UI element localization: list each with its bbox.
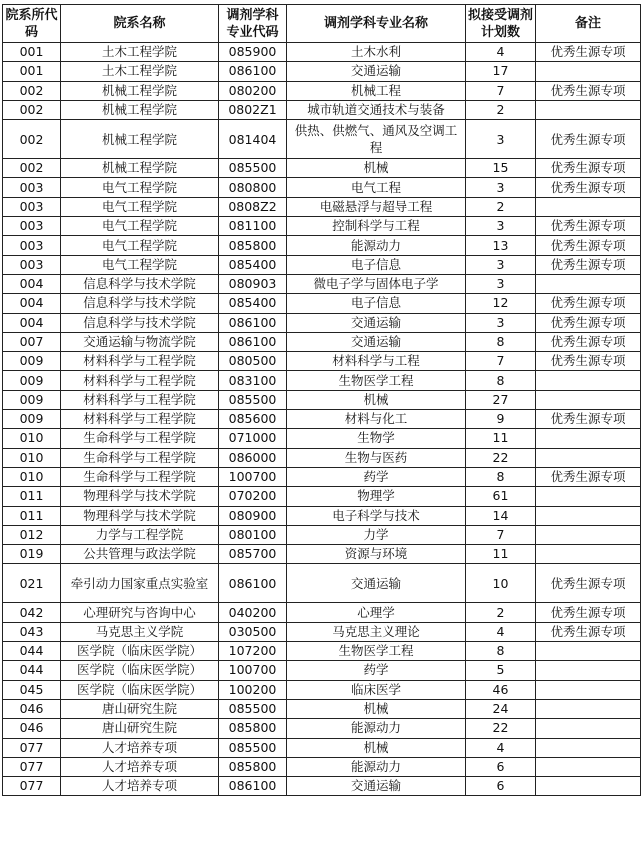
- major-code-cell: 081100: [219, 217, 287, 236]
- dept-code-cell: 012: [3, 525, 61, 544]
- remarks-cell: 优秀生源专项: [536, 236, 641, 255]
- dept-code-cell: 042: [3, 603, 61, 622]
- quota-cell: 3: [466, 255, 536, 274]
- quota-cell: 13: [466, 236, 536, 255]
- remarks-cell: [536, 757, 641, 776]
- major-code-cell: 100200: [219, 680, 287, 699]
- major-name-cell: 能源动力: [287, 719, 466, 738]
- quota-cell: 11: [466, 545, 536, 564]
- quota-cell: 4: [466, 738, 536, 757]
- major-name-cell: 电磁悬浮与超导工程: [287, 197, 466, 216]
- dept-name-cell: 交通运输与物流学院: [61, 332, 219, 351]
- dept-code-cell: 004: [3, 274, 61, 293]
- dept-code-cell: 046: [3, 719, 61, 738]
- major-name-cell: 微电子学与固体电子学: [287, 274, 466, 293]
- dept-code-cell: 021: [3, 564, 61, 603]
- dept-code-cell: 003: [3, 197, 61, 216]
- table-body: [3, 43, 641, 796]
- major-code-cell: 085500: [219, 699, 287, 718]
- header-major-code: 调剂学科专业代码: [219, 5, 287, 43]
- dept-name-cell: 机械工程学院: [61, 120, 219, 159]
- remarks-cell: [536, 642, 641, 661]
- table-row: [3, 564, 641, 603]
- major-name-cell: 控制科学与工程: [287, 217, 466, 236]
- table-row: [3, 699, 641, 718]
- dept-code-cell: 077: [3, 738, 61, 757]
- major-code-cell: 080900: [219, 506, 287, 525]
- remarks-cell: 优秀生源专项: [536, 178, 641, 197]
- quota-cell: 3: [466, 217, 536, 236]
- quota-cell: 3: [466, 313, 536, 332]
- major-name-cell: 生物与医药: [287, 448, 466, 467]
- remarks-cell: 优秀生源专项: [536, 332, 641, 351]
- major-code-cell: 083100: [219, 371, 287, 390]
- major-name-cell: 生物医学工程: [287, 642, 466, 661]
- table-row: [3, 120, 641, 159]
- remarks-cell: 优秀生源专项: [536, 159, 641, 178]
- remarks-cell: [536, 371, 641, 390]
- quota-cell: 4: [466, 622, 536, 641]
- major-name-cell: 心理学: [287, 603, 466, 622]
- table-row: [3, 719, 641, 738]
- table-row: [3, 81, 641, 100]
- major-code-cell: 085700: [219, 545, 287, 564]
- dept-code-cell: 019: [3, 545, 61, 564]
- table-row: [3, 390, 641, 409]
- dept-name-cell: 生命科学与工程学院: [61, 448, 219, 467]
- dept-code-cell: 003: [3, 178, 61, 197]
- remarks-cell: 优秀生源专项: [536, 467, 641, 486]
- adjustment-plan-table: [2, 4, 641, 796]
- dept-code-cell: 077: [3, 757, 61, 776]
- dept-code-cell: 010: [3, 448, 61, 467]
- dept-code-cell: 077: [3, 777, 61, 796]
- header-major-name: 调剂学科专业名称: [287, 5, 466, 43]
- major-name-cell: 电子科学与技术: [287, 506, 466, 525]
- dept-name-cell: 材料科学与工程学院: [61, 352, 219, 371]
- remarks-cell: [536, 525, 641, 544]
- major-name-cell: 能源动力: [287, 236, 466, 255]
- quota-cell: 6: [466, 757, 536, 776]
- major-name-cell: 材料科学与工程: [287, 352, 466, 371]
- dept-name-cell: 土木工程学院: [61, 62, 219, 81]
- major-code-cell: 080800: [219, 178, 287, 197]
- quota-cell: 14: [466, 506, 536, 525]
- major-name-cell: 生物医学工程: [287, 371, 466, 390]
- remarks-cell: 优秀生源专项: [536, 217, 641, 236]
- remarks-cell: [536, 274, 641, 293]
- major-name-cell: 交通运输: [287, 62, 466, 81]
- major-name-cell: 生物学: [287, 429, 466, 448]
- dept-name-cell: 唐山研究生院: [61, 719, 219, 738]
- major-code-cell: 086000: [219, 448, 287, 467]
- table-row: [3, 255, 641, 274]
- table-row: [3, 352, 641, 371]
- header-dept-code: 院系所代码: [3, 5, 61, 43]
- table-row: [3, 506, 641, 525]
- quota-cell: 12: [466, 294, 536, 313]
- remarks-cell: 优秀生源专项: [536, 120, 641, 159]
- quota-cell: 8: [466, 467, 536, 486]
- major-name-cell: 能源动力: [287, 757, 466, 776]
- major-name-cell: 机械: [287, 738, 466, 757]
- dept-code-cell: 002: [3, 120, 61, 159]
- major-name-cell: 供热、供燃气、通风及空调工程: [287, 120, 466, 159]
- dept-code-cell: 001: [3, 62, 61, 81]
- remarks-cell: 优秀生源专项: [536, 81, 641, 100]
- remarks-cell: 优秀生源专项: [536, 564, 641, 603]
- major-code-cell: 085500: [219, 390, 287, 409]
- remarks-cell: 优秀生源专项: [536, 352, 641, 371]
- table-header: [3, 5, 641, 43]
- major-code-cell: 085900: [219, 43, 287, 62]
- quota-cell: 15: [466, 159, 536, 178]
- quota-cell: 4: [466, 43, 536, 62]
- major-code-cell: 086100: [219, 332, 287, 351]
- dept-name-cell: 心理研究与咨询中心: [61, 603, 219, 622]
- dept-name-cell: 马克思主义学院: [61, 622, 219, 641]
- remarks-cell: [536, 62, 641, 81]
- table-row: [3, 680, 641, 699]
- dept-name-cell: 电气工程学院: [61, 217, 219, 236]
- major-code-cell: 107200: [219, 642, 287, 661]
- dept-code-cell: 003: [3, 236, 61, 255]
- table-row: [3, 43, 641, 62]
- dept-code-cell: 002: [3, 159, 61, 178]
- major-code-cell: 081404: [219, 120, 287, 159]
- major-code-cell: 080500: [219, 352, 287, 371]
- major-code-cell: 040200: [219, 603, 287, 622]
- dept-code-cell: 045: [3, 680, 61, 699]
- table-row: [3, 197, 641, 216]
- table-row: [3, 332, 641, 351]
- table-row: [3, 738, 641, 757]
- quota-cell: 22: [466, 448, 536, 467]
- table-row: [3, 236, 641, 255]
- major-code-cell: 100700: [219, 661, 287, 680]
- dept-code-cell: 044: [3, 661, 61, 680]
- major-name-cell: 城市轨道交通技术与装备: [287, 100, 466, 119]
- remarks-cell: 优秀生源专项: [536, 313, 641, 332]
- dept-name-cell: 公共管理与政法学院: [61, 545, 219, 564]
- dept-name-cell: 人才培养专项: [61, 738, 219, 757]
- dept-name-cell: 信息科学与技术学院: [61, 294, 219, 313]
- table-row: [3, 661, 641, 680]
- major-name-cell: 机械工程: [287, 81, 466, 100]
- dept-name-cell: 生命科学与工程学院: [61, 429, 219, 448]
- table-row: [3, 159, 641, 178]
- major-name-cell: 土木水利: [287, 43, 466, 62]
- major-code-cell: 070200: [219, 487, 287, 506]
- table-row: [3, 100, 641, 119]
- table-row: [3, 603, 641, 622]
- dept-name-cell: 电气工程学院: [61, 178, 219, 197]
- quota-cell: 2: [466, 100, 536, 119]
- table-row: [3, 217, 641, 236]
- dept-code-cell: 001: [3, 43, 61, 62]
- remarks-cell: [536, 545, 641, 564]
- dept-name-cell: 力学与工程学院: [61, 525, 219, 544]
- table-row: [3, 313, 641, 332]
- dept-code-cell: 009: [3, 352, 61, 371]
- major-name-cell: 电子信息: [287, 255, 466, 274]
- dept-code-cell: 010: [3, 429, 61, 448]
- remarks-cell: [536, 448, 641, 467]
- table-row: [3, 545, 641, 564]
- dept-name-cell: 电气工程学院: [61, 255, 219, 274]
- quota-cell: 3: [466, 120, 536, 159]
- major-name-cell: 交通运输: [287, 313, 466, 332]
- table-row: [3, 487, 641, 506]
- remarks-cell: 优秀生源专项: [536, 294, 641, 313]
- remarks-cell: [536, 699, 641, 718]
- dept-code-cell: 004: [3, 294, 61, 313]
- remarks-cell: [536, 680, 641, 699]
- dept-code-cell: 009: [3, 371, 61, 390]
- dept-name-cell: 医学院（临床医学院）: [61, 661, 219, 680]
- major-name-cell: 材料与化工: [287, 410, 466, 429]
- table-row: [3, 642, 641, 661]
- dept-code-cell: 003: [3, 217, 61, 236]
- dept-name-cell: 材料科学与工程学院: [61, 390, 219, 409]
- remarks-cell: [536, 738, 641, 757]
- major-code-cell: 071000: [219, 429, 287, 448]
- major-code-cell: 0802Z1: [219, 100, 287, 119]
- dept-code-cell: 010: [3, 467, 61, 486]
- quota-cell: 8: [466, 332, 536, 351]
- major-code-cell: 0808Z2: [219, 197, 287, 216]
- major-code-cell: 080100: [219, 525, 287, 544]
- remarks-cell: [536, 487, 641, 506]
- major-code-cell: 030500: [219, 622, 287, 641]
- dept-code-cell: 043: [3, 622, 61, 641]
- major-code-cell: 085500: [219, 159, 287, 178]
- remarks-cell: [536, 777, 641, 796]
- table-row: [3, 294, 641, 313]
- quota-cell: 3: [466, 274, 536, 293]
- quota-cell: 11: [466, 429, 536, 448]
- dept-code-cell: 002: [3, 81, 61, 100]
- dept-name-cell: 物理科学与技术学院: [61, 506, 219, 525]
- major-name-cell: 药学: [287, 661, 466, 680]
- quota-cell: 8: [466, 371, 536, 390]
- dept-name-cell: 医学院（临床医学院）: [61, 680, 219, 699]
- major-name-cell: 电子信息: [287, 294, 466, 313]
- major-code-cell: 100700: [219, 467, 287, 486]
- dept-name-cell: 唐山研究生院: [61, 699, 219, 718]
- major-code-cell: 080903: [219, 274, 287, 293]
- remarks-cell: 优秀生源专项: [536, 43, 641, 62]
- header-quota: 拟接受调剂计划数: [466, 5, 536, 43]
- quota-cell: 2: [466, 197, 536, 216]
- major-name-cell: 马克思主义理论: [287, 622, 466, 641]
- remarks-cell: [536, 197, 641, 216]
- table-row: [3, 757, 641, 776]
- major-name-cell: 药学: [287, 467, 466, 486]
- dept-name-cell: 物理科学与技术学院: [61, 487, 219, 506]
- remarks-cell: [536, 429, 641, 448]
- major-code-cell: 085600: [219, 410, 287, 429]
- dept-name-cell: 医学院（临床医学院）: [61, 642, 219, 661]
- major-name-cell: 机械: [287, 699, 466, 718]
- dept-name-cell: 土木工程学院: [61, 43, 219, 62]
- dept-code-cell: 004: [3, 313, 61, 332]
- quota-cell: 27: [466, 390, 536, 409]
- major-name-cell: 机械: [287, 390, 466, 409]
- quota-cell: 24: [466, 699, 536, 718]
- dept-name-cell: 信息科学与技术学院: [61, 274, 219, 293]
- remarks-cell: [536, 100, 641, 119]
- major-name-cell: 机械: [287, 159, 466, 178]
- major-name-cell: 交通运输: [287, 332, 466, 351]
- dept-code-cell: 007: [3, 332, 61, 351]
- major-code-cell: 085400: [219, 294, 287, 313]
- dept-code-cell: 011: [3, 506, 61, 525]
- dept-name-cell: 人才培养专项: [61, 757, 219, 776]
- dept-code-cell: 046: [3, 699, 61, 718]
- dept-name-cell: 人才培养专项: [61, 777, 219, 796]
- quota-cell: 2: [466, 603, 536, 622]
- major-name-cell: 电气工程: [287, 178, 466, 197]
- dept-code-cell: 003: [3, 255, 61, 274]
- table-row: [3, 622, 641, 641]
- dept-name-cell: 材料科学与工程学院: [61, 410, 219, 429]
- table-row: [3, 62, 641, 81]
- quota-cell: 9: [466, 410, 536, 429]
- major-code-cell: 085800: [219, 236, 287, 255]
- quota-cell: 17: [466, 62, 536, 81]
- quota-cell: 46: [466, 680, 536, 699]
- dept-name-cell: 牵引动力国家重点实验室: [61, 564, 219, 603]
- table-row: [3, 448, 641, 467]
- major-name-cell: 交通运输: [287, 777, 466, 796]
- quota-cell: 61: [466, 487, 536, 506]
- table-row: [3, 429, 641, 448]
- major-code-cell: 085800: [219, 719, 287, 738]
- table-row: [3, 410, 641, 429]
- major-code-cell: 086100: [219, 62, 287, 81]
- dept-name-cell: 信息科学与技术学院: [61, 313, 219, 332]
- remarks-cell: 优秀生源专项: [536, 603, 641, 622]
- table-row: [3, 274, 641, 293]
- major-code-cell: 085500: [219, 738, 287, 757]
- dept-code-cell: 009: [3, 390, 61, 409]
- quota-cell: 7: [466, 525, 536, 544]
- header-dept-name: 院系名称: [61, 5, 219, 43]
- table-row: [3, 178, 641, 197]
- dept-name-cell: 材料科学与工程学院: [61, 371, 219, 390]
- remarks-cell: [536, 719, 641, 738]
- major-code-cell: 086100: [219, 313, 287, 332]
- adjustment-plan-table-container: [2, 4, 640, 796]
- dept-code-cell: 011: [3, 487, 61, 506]
- dept-name-cell: 机械工程学院: [61, 159, 219, 178]
- remarks-cell: [536, 506, 641, 525]
- dept-code-cell: 044: [3, 642, 61, 661]
- remarks-cell: 优秀生源专项: [536, 255, 641, 274]
- dept-code-cell: 002: [3, 100, 61, 119]
- remarks-cell: 优秀生源专项: [536, 410, 641, 429]
- dept-name-cell: 电气工程学院: [61, 197, 219, 216]
- header-row: [3, 5, 641, 43]
- major-code-cell: 085400: [219, 255, 287, 274]
- major-code-cell: 086100: [219, 777, 287, 796]
- dept-name-cell: 机械工程学院: [61, 100, 219, 119]
- dept-code-cell: 009: [3, 410, 61, 429]
- quota-cell: 10: [466, 564, 536, 603]
- quota-cell: 22: [466, 719, 536, 738]
- quota-cell: 6: [466, 777, 536, 796]
- dept-name-cell: 机械工程学院: [61, 81, 219, 100]
- major-name-cell: 资源与环境: [287, 545, 466, 564]
- major-code-cell: 086100: [219, 564, 287, 603]
- remarks-cell: [536, 661, 641, 680]
- quota-cell: 5: [466, 661, 536, 680]
- quota-cell: 8: [466, 642, 536, 661]
- major-name-cell: 力学: [287, 525, 466, 544]
- table-row: [3, 371, 641, 390]
- quota-cell: 7: [466, 352, 536, 371]
- major-name-cell: 交通运输: [287, 564, 466, 603]
- quota-cell: 7: [466, 81, 536, 100]
- dept-name-cell: 生命科学与工程学院: [61, 467, 219, 486]
- major-name-cell: 临床医学: [287, 680, 466, 699]
- quota-cell: 3: [466, 178, 536, 197]
- major-name-cell: 物理学: [287, 487, 466, 506]
- table-row: [3, 467, 641, 486]
- major-code-cell: 080200: [219, 81, 287, 100]
- table-row: [3, 777, 641, 796]
- header-remarks: 备注: [536, 5, 641, 43]
- remarks-cell: 优秀生源专项: [536, 622, 641, 641]
- dept-name-cell: 电气工程学院: [61, 236, 219, 255]
- remarks-cell: [536, 390, 641, 409]
- major-code-cell: 085800: [219, 757, 287, 776]
- table-row: [3, 525, 641, 544]
